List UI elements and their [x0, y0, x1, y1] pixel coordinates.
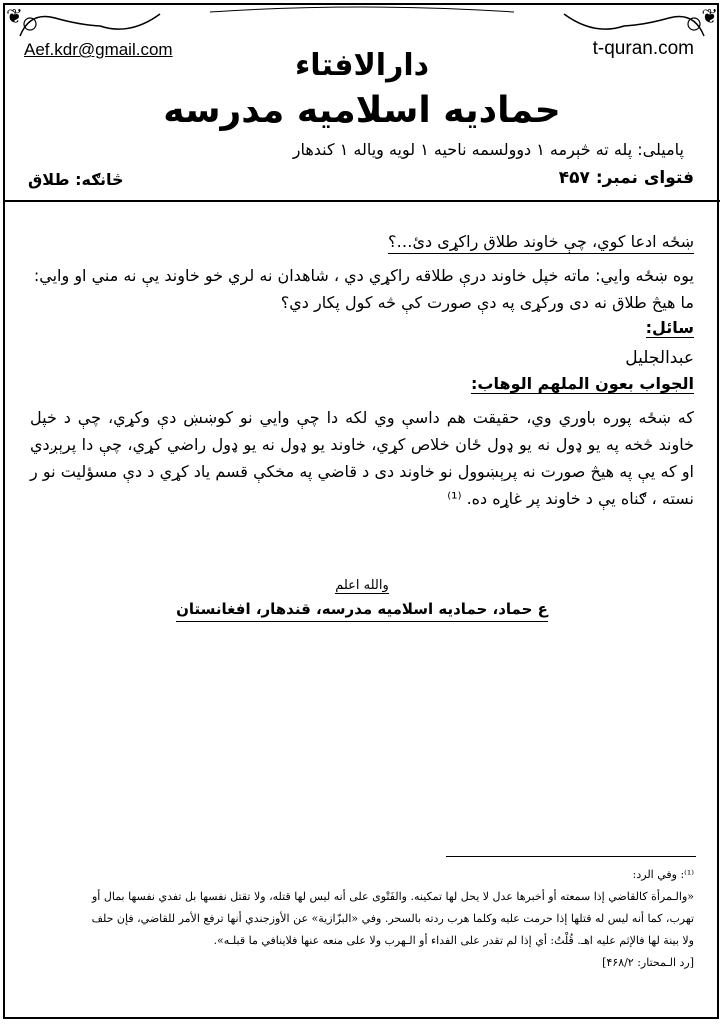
website-url: t-quran.com [592, 38, 694, 59]
fatwa-number: فتوای نمبر: ۴۵۷ [558, 168, 694, 188]
footnote-line: تهرب، كما أنه ليس له قتلها إذا حرمت عليه وكلما هرب ردته بالسحر. وفي «البزّازية» عن الأوزجندي أنها ترفع الأمر للقاضي، فإن حلف [91, 912, 694, 925]
category-label: څانګه: طلاق [28, 170, 124, 189]
asker-label [30, 318, 694, 337]
footnote-line: ⁽¹⁾: وفي الرد: [632, 868, 694, 881]
closing-phrase [0, 578, 724, 593]
page-title: دارالافتاء [294, 48, 430, 83]
asker-label-text: سائل: [645, 318, 694, 337]
closing-phrase-text: والله اعلم [335, 578, 389, 593]
answer-text: که ښځه پوره باوري وي، حقيقت هم داسې وي لکه دا چې وايي نو کوښښ دې وکړي، چې د خپل خاوند څخه په يو ډول نه يو ډول ځان خلاص کړي، خاوند يو ډول نه يو ډول راضي کړي، چې دا پرېږدي او که يې په هيڅ صورت نه پرېښوول نو خاوند دی د قاضي په مخکې قسم ياد کړي د دې مسؤليت نو ر نسته ، ګناه يې د خاوند پر غاړه ده. ⁽¹⁾ [30, 408, 694, 508]
corner-ornament-icon: ❦ [6, 4, 23, 28]
address-line: پامیلی: پله ته څېرمه ۱ دوولسمه ناحیه ۱ لویه ویاله ۱ کندهار [292, 140, 684, 159]
email-address: Aef.kdr@gmail.com [24, 40, 173, 59]
question-title-text: ښځه ادعا کوي، چې خاوند طلاق راکړی دئ…؟ [388, 232, 694, 254]
footnote-divider [446, 856, 696, 857]
question-title [30, 232, 694, 251]
question-text: یوه ښځه وايي: ماته خپل خاوند درې طلاقه راکړي دي ، شاهدان نه لري خو خاوند يې نه مني او وايي: ما هيڅ طلاق نه دی ورکړی په دې صورت کې څه کول پکار دي؟ [33, 266, 694, 312]
asker-name: عبدالجلیل [625, 348, 694, 368]
footnote-line: ولا بينة لها فالإثم عليه اهـ. قُلْتُ: أي إذا لم تقدر على الفداء أو الـهرب ولا على منعه عنها فلاينافي ما قبلـه». [213, 934, 694, 947]
signature-text: ع حماد، حمادیه اسلامیه مدرسه، قندهار، افغانستان [176, 600, 548, 622]
footnote-line: «والـمرأة كالقاضي إذا سمعته أو أخبرها عدل لا يحل لها تمكينه. والفَتْوى على أنه ليس لها قتله، ولا تقتل نفسها بل تفدي نفسها بمال أو [91, 890, 694, 903]
institution-name: حمادیه اسلامیه مدرسه [163, 90, 561, 131]
header-divider [4, 200, 720, 202]
footnote [30, 864, 694, 974]
signature [0, 600, 724, 618]
answer-heading [30, 374, 694, 393]
corner-ornament-icon: ❦ [701, 4, 718, 28]
answer-heading-text: الجواب بعون الملهم الوهاب: [470, 374, 694, 393]
footnote-citation: [رد الـمحتار: ۴۶۸/۲] [602, 956, 694, 969]
